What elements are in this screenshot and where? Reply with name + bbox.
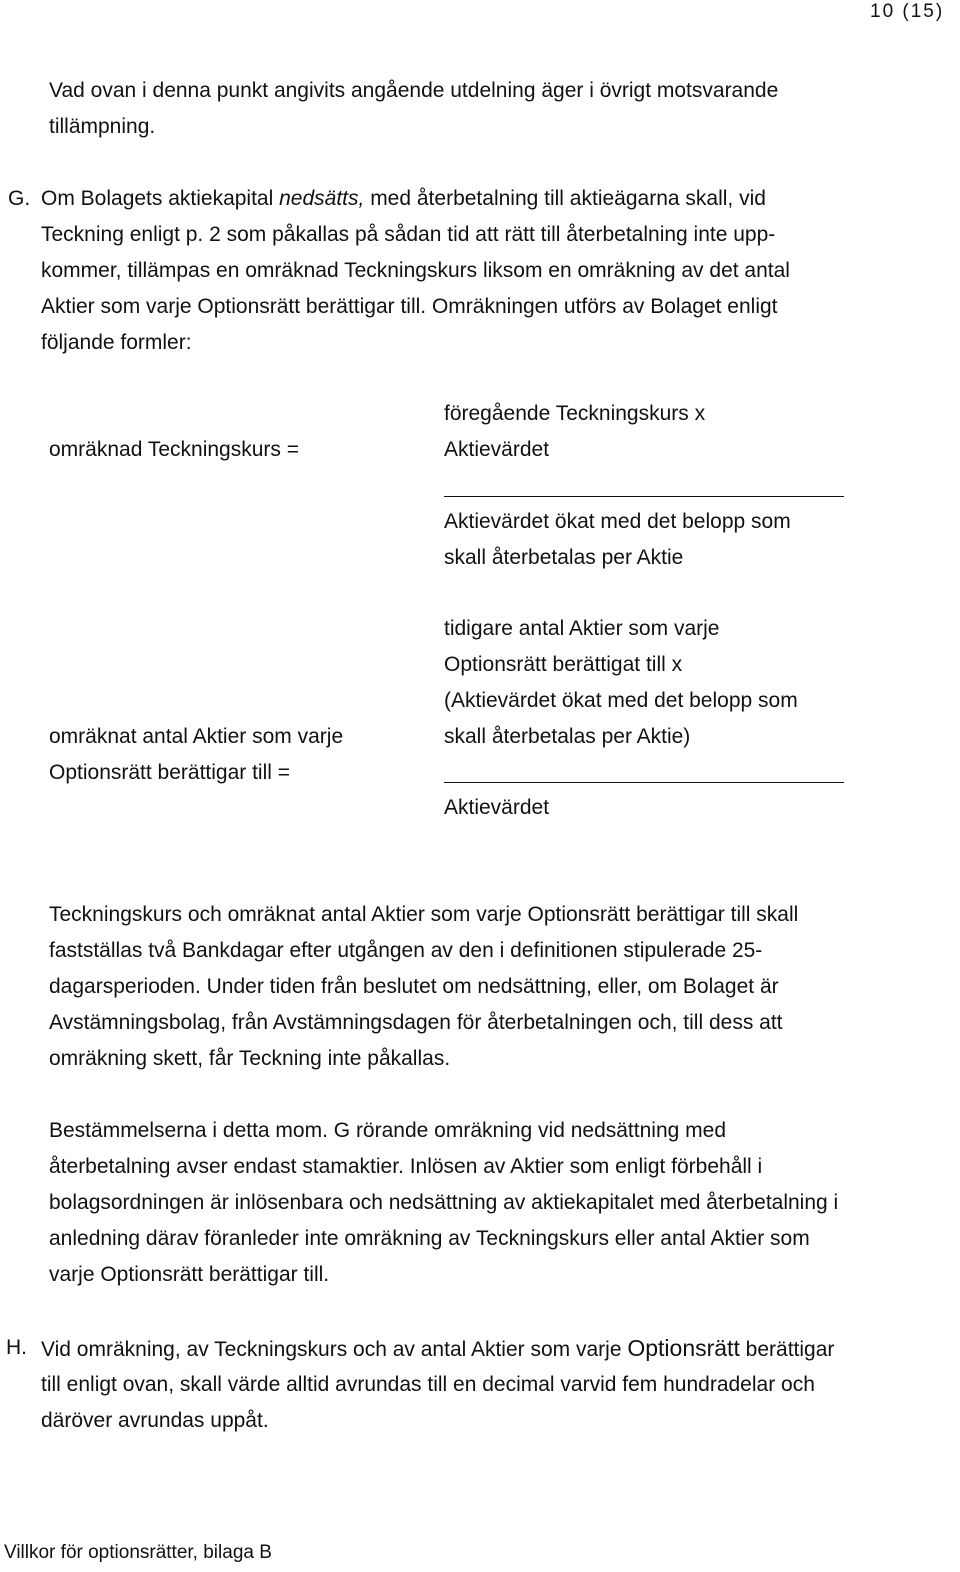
text-line: fastställas två Bankdagar efter utgången av den i definitionen stipulerade 25- bbox=[49, 939, 763, 962]
text-line bbox=[41, 1330, 834, 1368]
text-span: Vid omräkning, av Teckningskurs och av antal Aktier som varje bbox=[41, 1338, 628, 1361]
formula-numerator: (Aktievärdet ökat med det belopp som bbox=[444, 689, 798, 712]
text-line: till enligt ovan, skall värde alltid avrundas till en decimal varvid fem hundradelar och bbox=[41, 1373, 815, 1396]
text-line: Bestämmelserna i detta mom. G rörande omräkning vid nedsättning med bbox=[49, 1119, 726, 1142]
text-line: bolagsordningen är inlösenbara och nedsättning av aktiekapitalet med återbetalning i bbox=[49, 1191, 839, 1214]
formula-numerator: skall återbetalas per Aktie) bbox=[444, 725, 691, 748]
text-line: Avstämningsbolag, från Avstämningsdagen för återbetalningen och, till dess att bbox=[49, 1011, 783, 1034]
text-line: dagarsperioden. Under tiden från beslutet om nedsättning, eller, om Bolaget är bbox=[49, 975, 779, 998]
formula-denominator: skall återbetalas per Aktie bbox=[444, 546, 684, 569]
formula-denominator: Aktievärdet bbox=[444, 796, 550, 819]
text-line: Vad ovan i denna punkt angivits angående utdelning äger i övrigt motsvarande bbox=[49, 79, 779, 102]
formula-numerator: Optionsrätt berättigat till x bbox=[444, 653, 683, 676]
formula-numerator: föregående Teckningskurs x bbox=[444, 402, 706, 425]
text-line: tillämpning. bbox=[49, 115, 156, 138]
text-line: varje Optionsrätt berättigar till. bbox=[49, 1263, 330, 1286]
fraction-bar bbox=[444, 782, 844, 783]
section-marker: G. bbox=[8, 187, 31, 210]
text-span: berättigar bbox=[739, 1338, 835, 1361]
text-line: anledning därav föranleder inte omräkning av Teckningskurs eller antal Aktier som bbox=[49, 1227, 810, 1250]
formula-numerator: Aktievärdet bbox=[444, 438, 550, 461]
formula-numerator: tidigare antal Aktier som varje bbox=[444, 617, 720, 640]
text-line: Teckningskurs och omräknat antal Aktier som varje Optionsrätt berättigar till skall bbox=[49, 903, 799, 926]
formula-label: Optionsrätt berättigar till = bbox=[49, 761, 291, 784]
formula-label: omräknad Teckningskurs = bbox=[49, 438, 299, 461]
emphasis-text: nedsätts, bbox=[279, 187, 365, 210]
text-line bbox=[41, 181, 766, 217]
text-line: omräkning skett, får Teckning inte påkallas. bbox=[49, 1047, 451, 1070]
page-footer: Villkor för optionsrätter, bilaga B bbox=[4, 1542, 272, 1563]
text-span: med återbetalning till aktieägarna skall, vid bbox=[364, 187, 766, 210]
text-span-large: Optionsrätt bbox=[627, 1335, 740, 1361]
formula-label: omräknat antal Aktier som varje bbox=[49, 725, 344, 748]
text-line: kommer, tillämpas en omräknad Teckningskurs liksom en omräkning av det antal bbox=[41, 259, 790, 282]
fraction-bar bbox=[444, 496, 844, 497]
text-span: Om Bolagets aktiekapital bbox=[41, 187, 280, 210]
formula-denominator: Aktievärdet ökat med det belopp som bbox=[444, 510, 791, 533]
text-line: Aktier som varje Optionsrätt berättigar till. Omräkningen utförs av Bolaget enligt bbox=[41, 295, 778, 318]
text-line: Teckning enligt p. 2 som påkallas på sådan tid att rätt till återbetalning inte upp- bbox=[41, 223, 776, 246]
section-marker: H. bbox=[6, 1336, 27, 1359]
page-number: 10 (15) bbox=[870, 1, 945, 22]
text-line: återbetalning avser endast stamaktier. Inlösen av Aktier som enligt förbehåll i bbox=[49, 1155, 763, 1178]
text-line: följande formler: bbox=[41, 331, 192, 354]
text-line: däröver avrundas uppåt. bbox=[41, 1409, 269, 1432]
